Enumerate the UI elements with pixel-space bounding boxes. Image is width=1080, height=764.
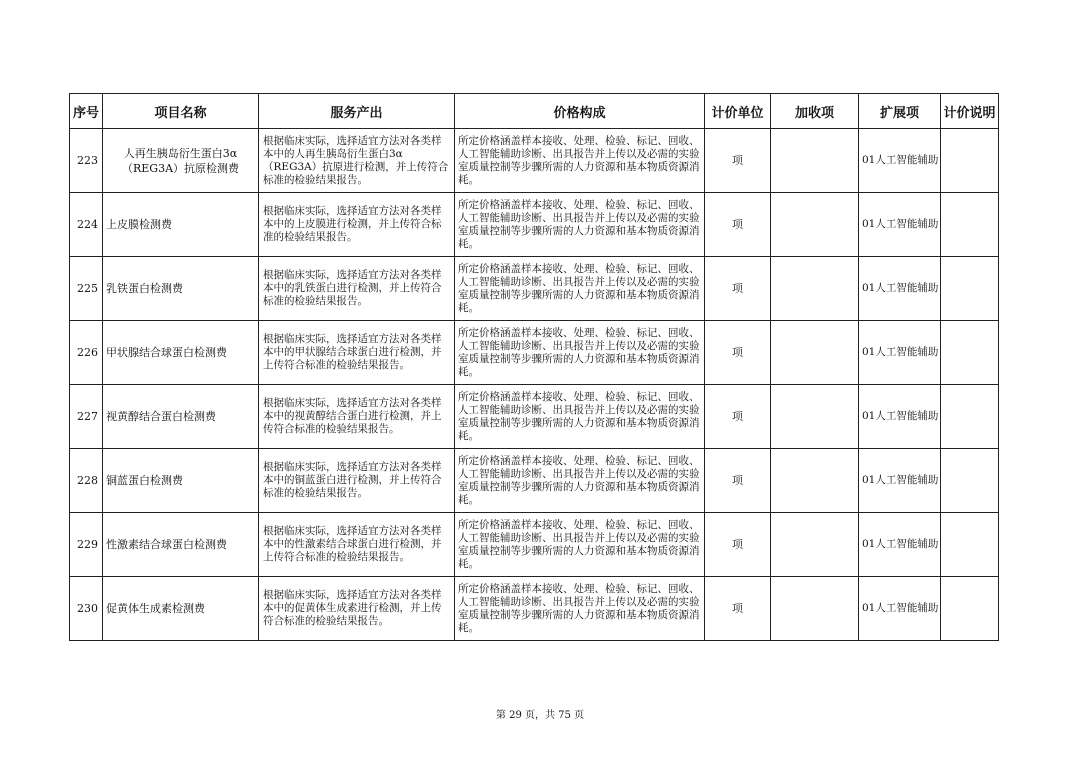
table-row: [70, 513, 999, 577]
cell-price: 所定价格涵盖样本接收、处理、检验、标记、回收、人工智能辅助诊断、出具报告并上传以及必需的实验室质量控制等步骤所需的人力资源和基本物质资源消耗。: [455, 513, 705, 577]
cell-note: [941, 385, 999, 449]
cell-surcharge: [771, 577, 859, 641]
cell-unit: 项: [705, 513, 771, 577]
cell-unit: 项: [705, 257, 771, 321]
table-row: [70, 577, 999, 641]
cell-name: 人再生胰岛衍生蛋白3α（REG3A）抗原检测费: [103, 129, 259, 193]
cell-price: 所定价格涵盖样本接收、处理、检验、标记、回收、人工智能辅助诊断、出具报告并上传以及必需的实验室质量控制等步骤所需的人力资源和基本物质资源消耗。: [455, 193, 705, 257]
cell-price: 所定价格涵盖样本接收、处理、检验、标记、回收、人工智能辅助诊断、出具报告并上传以及必需的实验室质量控制等步骤所需的人力资源和基本物质资源消耗。: [455, 577, 705, 641]
cell-unit: 项: [705, 385, 771, 449]
cell-service: 根据临床实际，选择适宜方法对各类样本中的上皮膜进行检测，并上传符合标准的检验结果报告。: [259, 193, 455, 257]
table-row: [70, 257, 999, 321]
cell-ext: 01人工智能辅助: [859, 257, 941, 321]
cell-seq: 225: [70, 257, 103, 321]
table-row: [70, 385, 999, 449]
cell-seq: 226: [70, 321, 103, 385]
cell-surcharge: [771, 193, 859, 257]
col-header-note: 计价说明: [941, 94, 999, 129]
cell-unit: 项: [705, 321, 771, 385]
cell-surcharge: [771, 321, 859, 385]
table-row: [70, 321, 999, 385]
col-header-surcharge: 加收项: [771, 94, 859, 129]
cell-ext: 01人工智能辅助: [859, 385, 941, 449]
cell-ext: 01人工智能辅助: [859, 129, 941, 193]
cell-note: [941, 449, 999, 513]
cell-note: [941, 321, 999, 385]
cell-unit: 项: [705, 129, 771, 193]
cell-ext: 01人工智能辅助: [859, 449, 941, 513]
cell-seq: 223: [70, 129, 103, 193]
cell-note: [941, 513, 999, 577]
cell-name: 甲状腺结合球蛋白检测费: [103, 321, 259, 385]
cell-seq: 227: [70, 385, 103, 449]
table-row: [70, 193, 999, 257]
cell-service: 根据临床实际，选择适宜方法对各类样本中的视黄醇结合蛋白进行检测，并上传符合标准的检验结果报告。: [259, 385, 455, 449]
cell-service: 根据临床实际，选择适宜方法对各类样本中的甲状腺结合球蛋白进行检测，并上传符合标准的检验结果报告。: [259, 321, 455, 385]
cell-surcharge: [771, 257, 859, 321]
col-header-ext: 扩展项: [859, 94, 941, 129]
cell-name: 性激素结合球蛋白检测费: [103, 513, 259, 577]
cell-note: [941, 129, 999, 193]
col-header-price: 价格构成: [455, 94, 705, 129]
cell-note: [941, 257, 999, 321]
cell-unit: 项: [705, 193, 771, 257]
cell-note: [941, 577, 999, 641]
cell-name: 上皮膜检测费: [103, 193, 259, 257]
col-header-unit: 计价单位: [705, 94, 771, 129]
table-row: [70, 449, 999, 513]
table-row: [70, 129, 999, 193]
cell-name: 促黄体生成素检测费: [103, 577, 259, 641]
cell-name: 铜蓝蛋白检测费: [103, 449, 259, 513]
cell-ext: 01人工智能辅助: [859, 321, 941, 385]
cell-price: 所定价格涵盖样本接收、处理、检验、标记、回收、人工智能辅助诊断、出具报告并上传以及必需的实验室质量控制等步骤所需的人力资源和基本物质资源消耗。: [455, 129, 705, 193]
cell-price: 所定价格涵盖样本接收、处理、检验、标记、回收、人工智能辅助诊断、出具报告并上传以及必需的实验室质量控制等步骤所需的人力资源和基本物质资源消耗。: [455, 321, 705, 385]
cell-seq: 224: [70, 193, 103, 257]
cell-seq: 229: [70, 513, 103, 577]
cell-price: 所定价格涵盖样本接收、处理、检验、标记、回收、人工智能辅助诊断、出具报告并上传以及必需的实验室质量控制等步骤所需的人力资源和基本物质资源消耗。: [455, 385, 705, 449]
col-header-name: 项目名称: [103, 94, 259, 129]
price-table: [69, 93, 999, 641]
cell-surcharge: [771, 385, 859, 449]
cell-unit: 项: [705, 449, 771, 513]
cell-seq: 228: [70, 449, 103, 513]
cell-service: 根据临床实际，选择适宜方法对各类样本中的性激素结合球蛋白进行检测，并上传符合标准的检验结果报告。: [259, 513, 455, 577]
cell-seq: 230: [70, 577, 103, 641]
cell-surcharge: [771, 513, 859, 577]
cell-unit: 项: [705, 577, 771, 641]
header-row: [70, 94, 999, 129]
cell-surcharge: [771, 449, 859, 513]
cell-name: 乳铁蛋白检测费: [103, 257, 259, 321]
cell-surcharge: [771, 129, 859, 193]
col-header-seq: 序号: [70, 94, 103, 129]
cell-note: [941, 193, 999, 257]
col-header-service: 服务产出: [259, 94, 455, 129]
cell-name: 视黄醇结合蛋白检测费: [103, 385, 259, 449]
cell-ext: 01人工智能辅助: [859, 193, 941, 257]
page-footer: 第 29 页，共 75 页: [495, 710, 585, 721]
cell-service: 根据临床实际，选择适宜方法对各类样本中的铜蓝蛋白进行检测，并上传符合标准的检验结果报告。: [259, 449, 455, 513]
cell-service: 根据临床实际，选择适宜方法对各类样本中的人再生胰岛衍生蛋白3α（REG3A）抗原进行检测，并上传符合标准的检验结果报告。: [259, 129, 455, 193]
cell-ext: 01人工智能辅助: [859, 577, 941, 641]
cell-ext: 01人工智能辅助: [859, 513, 941, 577]
cell-price: 所定价格涵盖样本接收、处理、检验、标记、回收、人工智能辅助诊断、出具报告并上传以及必需的实验室质量控制等步骤所需的人力资源和基本物质资源消耗。: [455, 257, 705, 321]
cell-service: 根据临床实际，选择适宜方法对各类样本中的乳铁蛋白进行检测，并上传符合标准的检验结果报告。: [259, 257, 455, 321]
cell-service: 根据临床实际，选择适宜方法对各类样本中的促黄体生成素进行检测，并上传符合标准的检验结果报告。: [259, 577, 455, 641]
cell-price: 所定价格涵盖样本接收、处理、检验、标记、回收、人工智能辅助诊断、出具报告并上传以及必需的实验室质量控制等步骤所需的人力资源和基本物质资源消耗。: [455, 449, 705, 513]
